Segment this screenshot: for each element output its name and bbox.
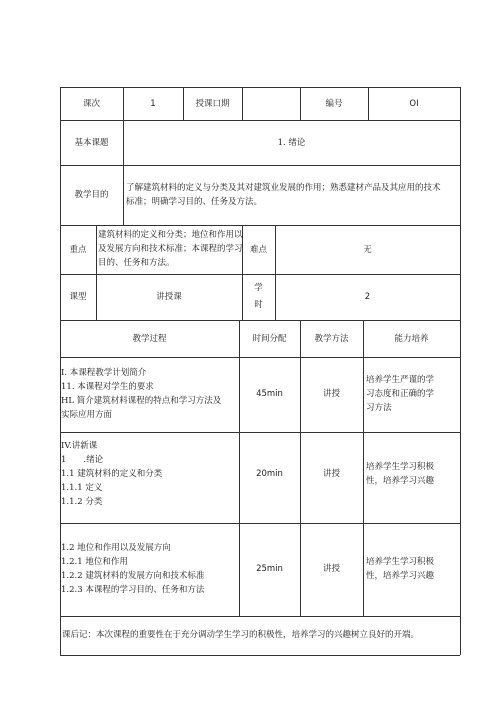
section-1-time: 45min	[256, 389, 283, 399]
header-time: 时间分配	[252, 334, 287, 344]
code-value: OI	[409, 99, 419, 109]
section-3-method: 讲授	[322, 564, 340, 574]
section-1-line-1: I. 本课程教学计划简介	[61, 368, 147, 378]
rule	[60, 165, 460, 166]
section-2-line-5: 1.1.2 分类	[61, 497, 103, 507]
section-2-method: 讲授	[322, 469, 340, 479]
topic-label: 基本课题	[74, 138, 109, 148]
code-label: 编号	[325, 99, 343, 109]
key-line-2: 及发展方向和技术标准；本课程的学习	[98, 244, 243, 254]
rule	[60, 120, 460, 121]
rule	[60, 432, 460, 433]
section-3-time: 25min	[256, 564, 283, 574]
rule	[96, 225, 97, 320]
difficulty-label: 难点	[249, 245, 267, 255]
section-1-line-2: 11. 本课程对学生的要求	[61, 382, 154, 392]
hours-label-1: 学	[254, 283, 263, 293]
section-1-ability-1: 培养学生严谨的学	[366, 375, 435, 385]
header-ability: 能力培养	[394, 334, 429, 344]
section-3-line-1: 1.2 地位和作用以及发展方向	[61, 543, 171, 553]
section-3-ability-2: 性，培养学习兴趣	[366, 571, 435, 581]
rule	[60, 357, 460, 358]
rule	[60, 320, 460, 321]
section-2-line-2: 1 .绪论	[61, 455, 104, 465]
section-3-line-2: 1.2.1 地位和作用	[61, 557, 128, 567]
section-1-line-3: HL 简介建筑材料课程的特点和学习方法及	[61, 396, 222, 406]
rule	[60, 655, 460, 656]
hours-label-2: 时	[254, 300, 263, 310]
section-3-ability-1: 培养学生学习积极	[366, 557, 435, 567]
goal-line-1: 了解建筑材料的定义与分类及其对建筑业发展的作用；熟悉建材产品及其应用的技术	[126, 183, 441, 193]
header-process: 教学过程	[132, 334, 167, 344]
course-no-label: 课次	[82, 99, 100, 109]
rule	[275, 225, 276, 320]
key-line-3: 目的、任务和方法。	[98, 258, 175, 268]
hours-value: 2	[364, 292, 371, 302]
rule	[60, 616, 460, 617]
section-2-time: 20min	[256, 469, 283, 479]
section-2-ability-1: 培养学生学习积极	[366, 462, 435, 472]
type-value: 讲授课	[156, 292, 182, 302]
key-line-1: 建筑材料的定义和分类；地位和作用以	[98, 230, 243, 240]
section-2-line-1: IV.讲新课	[61, 441, 98, 451]
rule	[60, 225, 460, 226]
goal-line-2: 标准；明确学习目的、任务及方法。	[126, 197, 263, 207]
date-label: 授课口期	[195, 99, 230, 109]
rule	[60, 87, 460, 88]
section-3-line-4: 1.2.3 本课程的学习目的、任务和方法	[61, 585, 205, 595]
key-label: 重点	[69, 245, 87, 255]
rule	[60, 274, 460, 275]
goal-label: 教学目的	[74, 190, 109, 200]
section-2-ability-2: 性，培养学习兴趣	[366, 476, 435, 486]
section-1-line-4: 实际应用方面	[61, 410, 113, 420]
topic-value: 1. 绪论	[277, 138, 306, 148]
section-3-line-3: 1.2.2 建筑材料的发展方向和技术标准	[61, 571, 205, 581]
section-1-ability-3: 习方法	[366, 403, 392, 413]
header-method: 教学方法	[314, 334, 349, 344]
section-2-line-4: 1.1.1 定义	[61, 483, 103, 493]
rule	[363, 320, 364, 616]
rule	[60, 523, 460, 524]
afterword: 课后记：本次课程的重要性在于充分调动学生学习的积极性，培养学习的兴趣树立良好的开端。	[62, 630, 420, 640]
section-2-line-3: 1.1 建筑材料的定义和分类	[61, 469, 163, 479]
rule	[460, 87, 461, 655]
section-1-method: 讲授	[322, 389, 340, 399]
section-1-ability-2: 习态度和正确的学	[366, 389, 435, 399]
rule	[242, 87, 243, 120]
type-label: 课型	[69, 292, 87, 302]
course-no-value: 1	[150, 99, 156, 109]
difficulty-value: 无	[363, 245, 372, 255]
